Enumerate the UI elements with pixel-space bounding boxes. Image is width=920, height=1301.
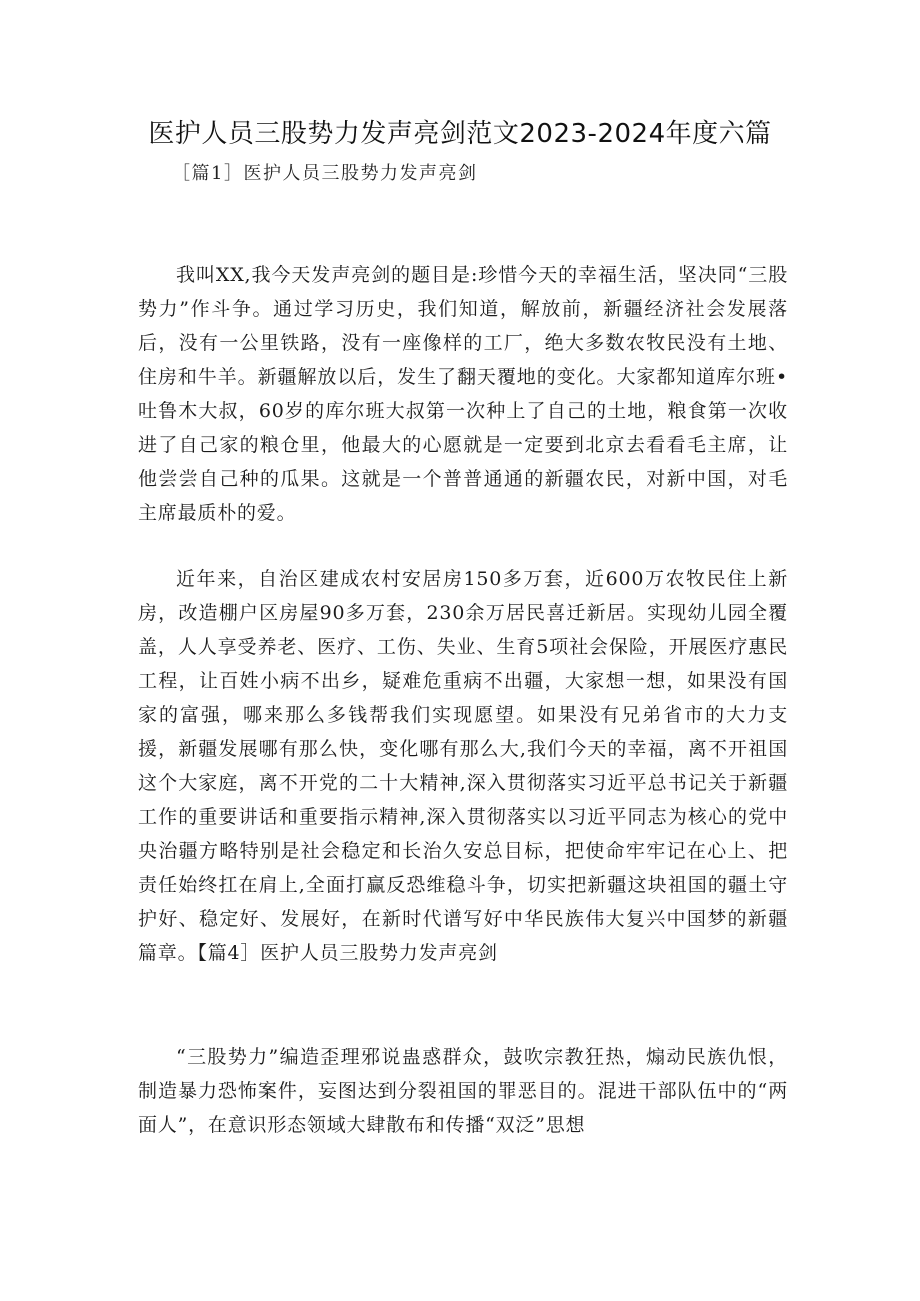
body-paragraph: 我叫XX,我今天发声亮剑的题目是:珍惜今天的幸福生活，坚决同“三股势力”作斗争。通过学习历史，我们知道，解放前，新疆经济社会发展落后，没有一公里铁路，没有一座像样的工厂，绝大多数农牧民没有土地、住房和牛羊。新疆解放以后，发生了翻天覆地的变化。大家都知道库尔班•吐鲁木大叔，60岁的库尔班大叔第一次种上了自己的土地，粮食第一次收进了自己家的粮仓里，他最大的心愿就是一定要到北京去看看毛主席，让他尝尝自己种的瓜果。这就是一个普普通通的新疆农民，对新中国，对毛主席最质朴的爱。 bbox=[138, 264, 788, 524]
document-title: 医护人员三股势力发声亮剑范文2023-2024年度六篇 bbox=[148, 119, 772, 149]
section-heading: ［篇1］医护人员三股势力发声亮剑 bbox=[172, 163, 478, 184]
body-paragraph: “三股势力”编造歪理邪说蛊惑群众，鼓吹宗教狂热，煽动民族仇恨，制造暴力恐怖案件，妄图达到分裂祖国的罪恶目的。混进干部队伍中的“两面人”，在意识形态领域大肆散布和传播“双泛”思想 bbox=[138, 1046, 788, 1136]
body-paragraph: 近年来，自治区建成农村安居房150多万套，近600万农牧民住上新房，改造棚户区房屋90多万套，230余万居民喜迁新居。实现幼儿园全覆盖，人人享受养老、医疗、工伤、失业、生育5项社会保险，开展医疗惠民工程，让百姓小病不出乡，疑难危重病不出疆，大家想一想，如果没有国家的富强，哪来那么多钱帮我们实现愿望。如果没有兄弟省市的大力支援，新疆发展哪有那么快，变化哪有那么大,我们今天的幸福，离不开祖国这个大家庭，离不开党的二十大精神,深入贯彻落实习近平总书记关于新疆工作的重要讲话和重要指示精神,深入贯彻落实以习近平同志为核心的党中央治疆方略特别是社会稳定和长治久安总目标，把使命牢牢记在心上、把责任始终扛在肩上,全面打赢反恐维稳斗争，切实把新疆这块祖国的疆土守护好、稳定好、发展好，在新时代谱写好中华民族伟大复兴中国梦的新疆篇章。【篇4］医护人员三股势力发声亮剑 bbox=[138, 568, 788, 964]
